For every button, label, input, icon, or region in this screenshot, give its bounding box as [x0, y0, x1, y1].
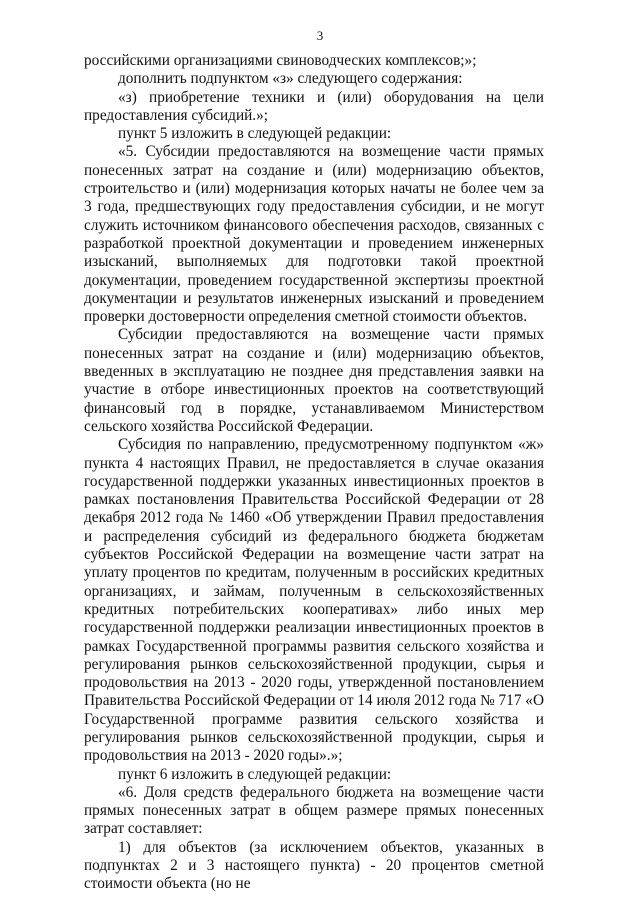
paragraph-2: дополнить подпунктом «з» следующего содержания: [118, 70, 463, 88]
paragraph-5: «5. Субсидии предоставляются на возмещение части прямых понесенных затрат на создание и (или) модернизацию объектов, строительство и (или) модернизация которых начаты не более чем за 3 года, предшествующих году предоставления субсидии, и не могут служить источником финансового обеспечения расходов, связанных с разработкой проектной документации и проведением инженерных изысканий, выполняемых для подготовки такой проектной документации, проведением государственной экспертизы проектной документации и результатов инженерных изысканий и проведением проверки достоверности определения сметной стоимости объектов. [84, 143, 544, 326]
paragraph-6: Субсидии предоставляются на возмещение части прямых понесенных затрат на создание и (или) модернизацию объектов, введенных в эксплуатацию не позднее дня представления заявки на участие в отборе инвестиционных проектов на соответствующий финансовый год в порядке, устанавливаемом Министерством сельского хозяйства Российской Федерации. [84, 326, 544, 435]
paragraph-7: Субсидия по направлению, предусмотренному подпунктом «ж» пункта 4 настоящих Правил, не предоставляется в случае оказания государственной поддержки указанных инвестиционных проектов в рамках постановления Правительства Российской Федерации от 28 декабря 2012 года № 1460 «Об утверждении Правил предоставления и распределения субсидий из федерального бюджета бюджетам субъектов Российской Федерации на возмещение части затрат на уплату процентов по кредитам, полученным в российских кредитных организациях, и займам, полученным в сельскохозяйственных кредитных потребительских кооперативах» либо иных мер государственной поддержки реализации инвестиционных проектов в рамках Государственной программы развития сельского хозяйства и регулирования рынков сельскохозяйственной продукции, сырья и продовольствия на 2013 - 2020 годы, утвержденной постановлением Правительства Российской Федерации от 14 июля 2012 года № 717 «О Государственной программе развития сельского хозяйства и регулирования рынков сельскохозяйственной продукции, сырья и продовольствия на 2013 - 2020 годы».»; [84, 436, 544, 765]
paragraph-8: пункт 6 изложить в следующей редакции: [118, 765, 392, 783]
paragraph-3: «з) приобретение техники и (или) оборудования на цели предоставления субсидий.»; [84, 88, 544, 124]
page-number: 3 [316, 28, 324, 43]
paragraph-1: российскими организациями свиноводческих комплексов;»; [84, 52, 477, 69]
paragraph-10: 1) для объектов (за исключением объектов, указанных в подпунктах 2 и 3 настоящего пункта) - 20 процентов сметной стоимости объекта (но не [84, 838, 544, 893]
paragraph-9: «6. Доля средств федерального бюджета на возмещение части прямых понесенных затрат в общем размере прямых понесенных затрат составляет: [84, 783, 544, 838]
paragraph-4: пункт 5 изложить в следующей редакции: [118, 125, 392, 143]
document-body [84, 52, 544, 894]
